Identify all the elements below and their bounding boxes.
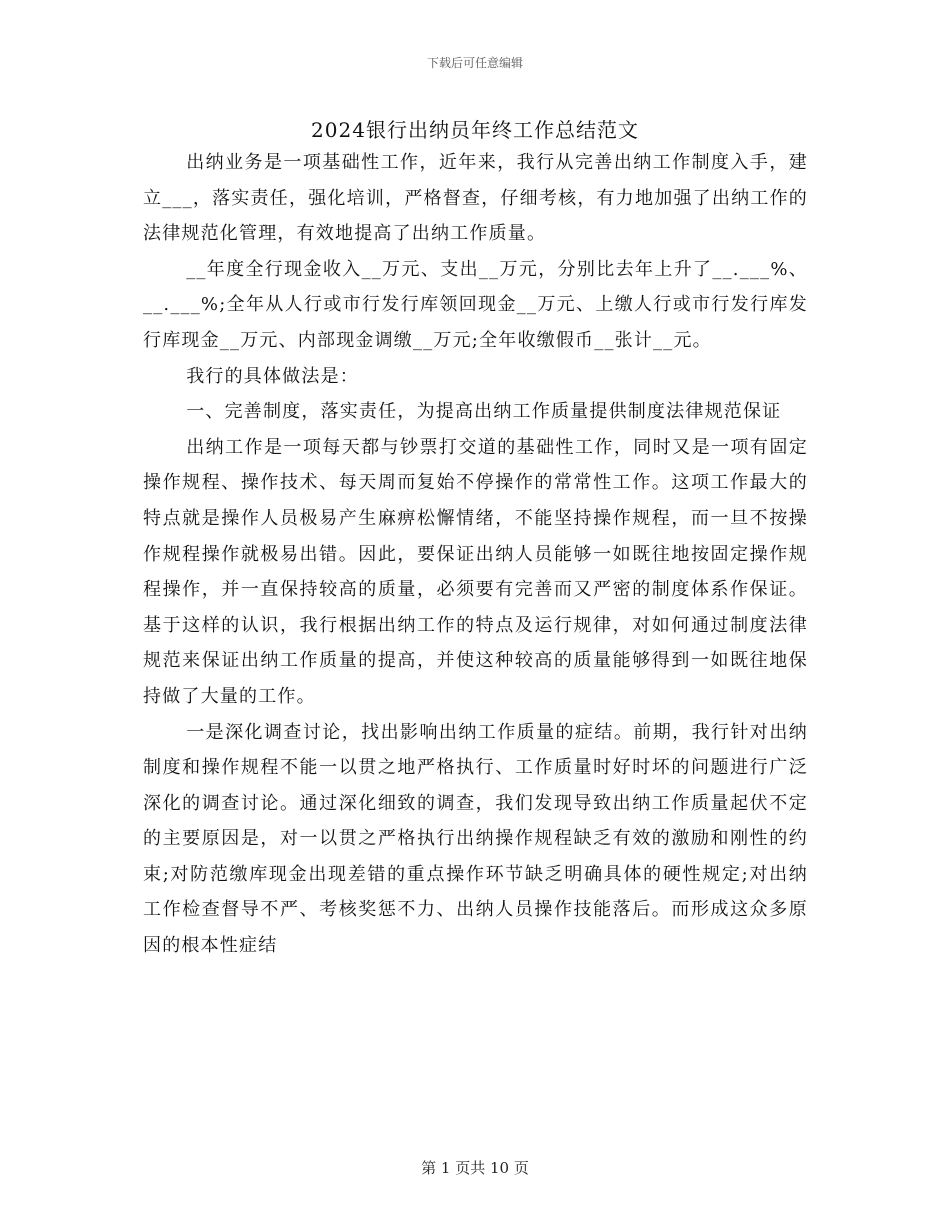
section-heading-1: 一、完善制度，落实责任，为提高出纳工作质量提供制度法律规范保证 xyxy=(186,401,782,423)
page-header: 下载后可任意编辑 xyxy=(426,56,523,70)
paragraph-section-1: 出纳工作是一项每天都与钞票打交道的基础性工作，同时又是一项有固定操作规程、操作技术、每天周而复始不停操作的常常性工作。这项工作最大的特点就是操作人员极易产生麻痹松懈情绪，不能坚持操作规程，而一旦不按操作规程操作就极易出错。因此，要保证出纳人员能够一如既往地按固定操作规程操作，并一直保持较高的质量，必须要有完善而又严密的制度体系作保证。基于这样的认识，我行根据出纳工作的特点及运行规律，对如何通过制度法律规范来保证出纳工作质量的提高，并使这种较高的质量能够得到一如既往地保持做了大量的工作。 xyxy=(143,436,808,707)
paragraph-point-1: 一是深化调查讨论，找出影响出纳工作质量的症结。前期，我行针对出纳制度和操作规程不能一以贯之地严格执行、工作质量时好时坏的问题进行广泛深化的调查讨论。通过深化细致的调查，我们发现导致出纳工作质量起伏不定的主要原因是，对一以贯之严格执行出纳操作规程缺乏有效的激励和刚性的约束;对防范缴库现金出现差错的重点操作环节缺乏明确具体的硬性规定;对出纳工作检查督导不严、考核奖惩不力、出纳人员操作技能落后。而形成这众多原因的根本性症结 xyxy=(143,721,808,957)
paragraph-statistics: __年度全行现金收入__万元、支出__万元，分别比去年上升了__.___%、__.___%;全年从人行或市行发行库领回现金__万元、上缴人行或市行发行库发行库现金__万元、内部现金调缴__万元;全年收缴假币__张计__元。 xyxy=(143,258,808,351)
document-title: 2024银行出纳员年终工作总结范文 xyxy=(311,118,639,142)
page-footer: 第 1 页共 10 页 xyxy=(421,1159,529,1177)
paragraph-approach: 我行的具体做法是： xyxy=(186,365,359,387)
document-body xyxy=(143,145,808,964)
paragraph-intro: 出纳业务是一项基础性工作，近年来，我行从完善出纳工作制度入手，建立___，落实责任，强化培训，严格督查，仔细考核，有力地加强了出纳工作的法律规范化管理，有效地提高了出纳工作质量。 xyxy=(143,152,808,245)
